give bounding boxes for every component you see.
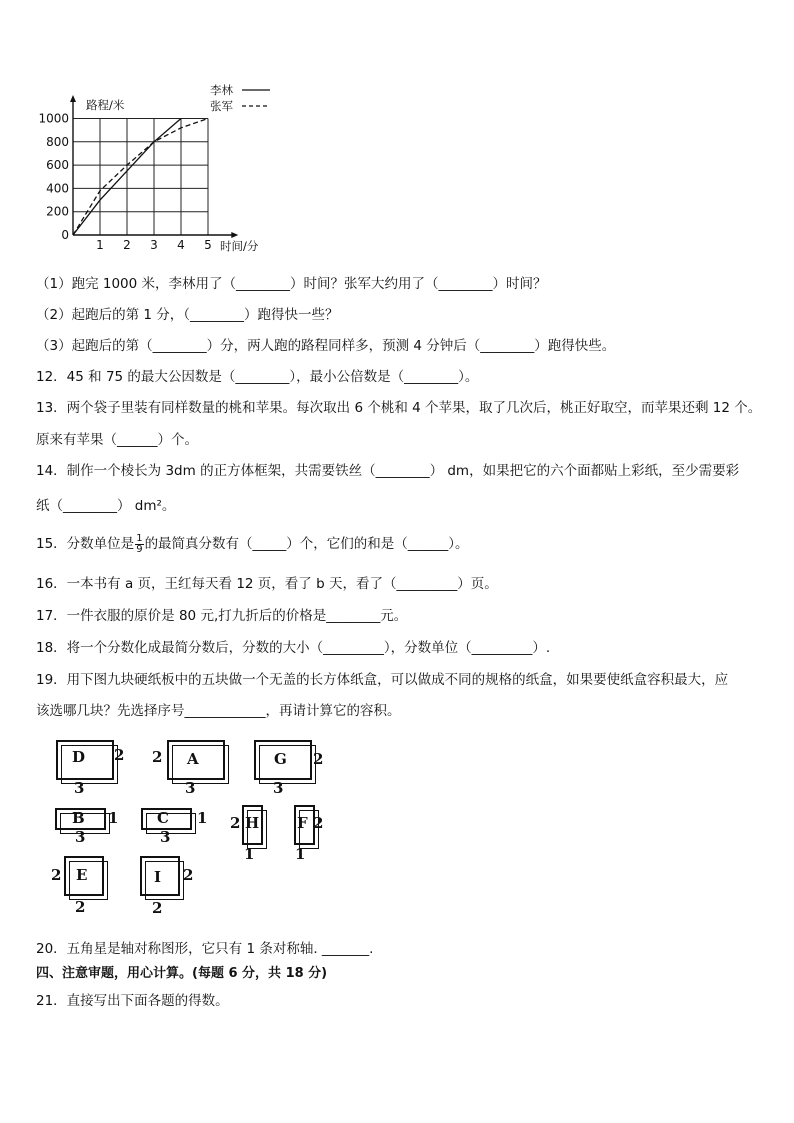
q17: 17．一件衣服的原价是 80 元,打九折后的价格是________元。 <box>36 608 408 624</box>
card-F-letter: F <box>297 814 308 832</box>
y-axis-arrow <box>70 95 76 102</box>
y-tick-label: 0 <box>61 228 69 242</box>
series-line-zhangjun <box>73 119 208 236</box>
y-tick-label: 800 <box>46 134 69 149</box>
card-C-width: 3 <box>160 828 171 846</box>
card-G-height: 2 <box>313 750 324 768</box>
card-A-letter: A <box>187 750 199 768</box>
x-tick-label: 4 <box>177 238 185 252</box>
card-C-height: 1 <box>197 809 208 827</box>
y-axis-label: 路程/米 <box>86 98 125 113</box>
card-I-height: 2 <box>183 866 194 884</box>
q19-line1: 19．用下图九块硬纸板中的五块做一个无盖的长方体纸盒，可以做成不同的规格的纸盒，如果要使纸盒容积最大，应 <box>36 672 729 688</box>
legend-label: 张军 <box>210 99 233 113</box>
card-E-width: 2 <box>75 898 86 916</box>
legend-label: 李林 <box>210 83 233 97</box>
q16: 16．一本书有 a 页，王红每天看 12 页，看了 b 天，看了（_________）页。 <box>36 576 498 592</box>
y-tick-label: 400 <box>46 181 69 196</box>
q14-line1: 14．制作一个棱长为 3dm 的正方体框架，共需要铁丝（________） dm，如果把它的六个面都贴上彩纸，至少需要彩 <box>36 463 740 479</box>
card-G-letter: G <box>274 750 287 768</box>
q13-line1: 13．两个袋子里装有同样数量的桃和苹果。每次取出 6 个桃和 4 个苹果，取了几次后，桃正好取空，而苹果还剩 12 个。 <box>36 400 762 416</box>
q18: 18．将一个分数化成最简分数后，分数的大小（_________），分数单位（_________）. <box>36 640 551 656</box>
card-H-height: 2 <box>230 814 241 832</box>
card-D-height: 2 <box>114 746 125 764</box>
q14-line2: 纸（________） dm²。 <box>36 498 176 514</box>
card-I-width: 2 <box>152 899 163 917</box>
card-B-letter: B <box>72 809 85 827</box>
card-B-height: 1 <box>108 809 119 827</box>
distance-time-chart <box>30 78 290 260</box>
fraction-denominator: 9 <box>136 543 143 555</box>
card-F-height: 2 <box>313 814 324 832</box>
q12: 12．45 和 75 的最大公因数是（________），最小公倍数是（________）。 <box>36 369 479 385</box>
q15-prefix: 15．分数单位是 <box>36 536 135 552</box>
chart-grid <box>73 119 208 236</box>
y-tick-label: 1000 <box>38 111 69 126</box>
x-tick-label: 1 <box>96 238 104 252</box>
card-I-letter: I <box>154 868 162 886</box>
card-D-letter: D <box>72 748 86 766</box>
x-tick-label: 2 <box>123 238 131 252</box>
fraction-one-ninth <box>135 534 143 555</box>
chart-labels <box>38 98 258 253</box>
card-F-width: 1 <box>295 845 306 863</box>
card-G-width: 3 <box>273 779 284 797</box>
x-axis-arrow <box>231 232 238 238</box>
card-A-height: 2 <box>152 748 163 766</box>
q13-line2: 原来有苹果（______）个。 <box>36 432 198 448</box>
card-C-letter: C <box>157 809 169 827</box>
card-A-width: 3 <box>185 779 196 797</box>
chart-legend <box>210 83 270 113</box>
card-H-width: 1 <box>244 845 255 863</box>
fraction-numerator: 1 <box>136 532 143 544</box>
section-4-heading: 四、注意审题，用心计算。(每题 6 分，共 18 分) <box>36 966 328 981</box>
x-tick-label: 3 <box>150 238 158 252</box>
q11-part3: （3）起跑后的第（________）分，两人跑的路程同样多，预测 4 分钟后（________）跑得快些。 <box>36 338 616 354</box>
card-H-letter: H <box>245 814 260 832</box>
q21: 21．直接写出下面各题的得数。 <box>36 993 229 1009</box>
chart-series <box>73 119 208 236</box>
q11-part1: （1）跑完 1000 米，李林用了（________）时间？张军大约用了（________）时间？ <box>36 276 547 292</box>
q15 <box>36 532 469 555</box>
card-B-width: 3 <box>75 828 86 846</box>
card-D-width: 3 <box>74 779 85 797</box>
q11-part2: （2）起跑后的第 1 分，（________）跑得快一些？ <box>36 307 339 323</box>
q19-line2: 该选哪几块？先选择序号____________，再请计算它的容积。 <box>36 703 401 719</box>
card-E-letter: E <box>76 866 88 884</box>
card-E-height: 2 <box>51 866 62 884</box>
x-tick-label: 5 <box>204 238 212 252</box>
y-tick-label: 600 <box>46 158 69 173</box>
y-tick-label: 200 <box>46 204 69 219</box>
q15-suffix: 的最简真分数有（_____）个，它们的和是（______）。 <box>144 536 469 552</box>
x-axis-label: 时间/分 <box>220 239 259 253</box>
q20: 20．五角星是轴对称图形，它只有 1 条对称轴. _______. <box>36 941 374 957</box>
